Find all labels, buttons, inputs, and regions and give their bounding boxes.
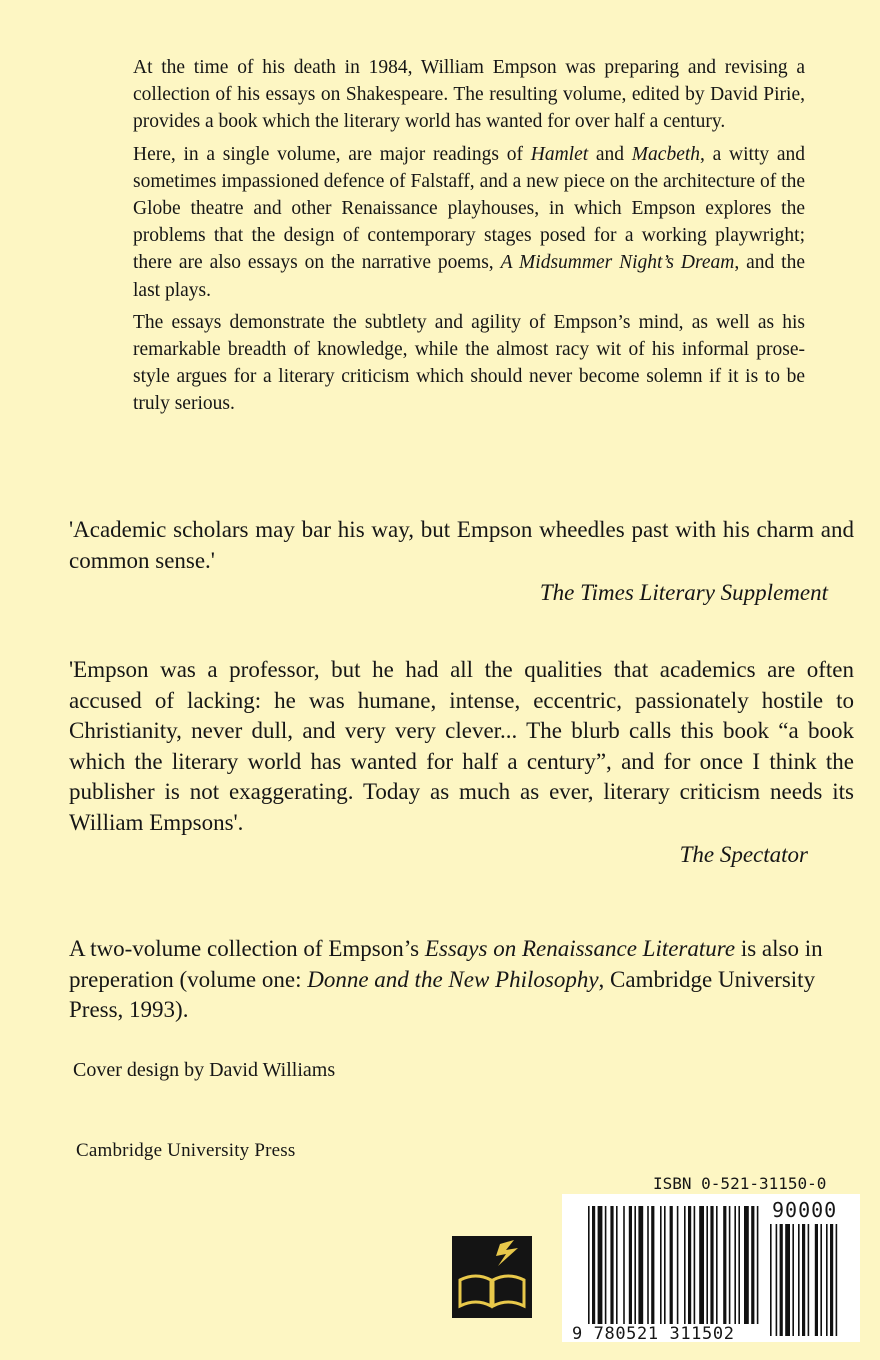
note-text-a: A two-volume collection of Empson’s bbox=[69, 936, 425, 961]
blurb-paragraph-3: The essays demonstrate the subtlety and agility of Empson’s mind, as well as his remarkable breadth of knowledge, while the almost racy wit of his informal prose-style argues for a literary criticism which should never become solemn if it is to be truly serious. bbox=[133, 311, 805, 415]
quote-text: 'Academic scholars may bar his way, but Empson wheedles past with his charm and common sense.' bbox=[69, 517, 854, 573]
blurb-p2-text-b: and bbox=[588, 143, 632, 165]
cup-book-logo-icon bbox=[452, 1236, 532, 1318]
quote-text: 'Empson was a professor, but he had all the qualities that academics are often accused of lacking: he was humane, intense, eccentric, passionately hostile to Christianity, never dull, and very very clever... The blurb calls this book “a book which the literary world has wanted for half a century”, and for once I think the publisher is not exaggerating. Today as much as ever, literary criticism needs its William Empsons'. bbox=[69, 657, 854, 835]
ean-digits: 9 780521 311502 bbox=[572, 1324, 735, 1344]
title-midsummer: A Midsummer Night’s Dream bbox=[500, 252, 735, 274]
publisher-name: Cambridge University Press bbox=[76, 1140, 296, 1161]
blurb-p2-text-c: , a witty and sometimes impassioned defence of Falstaff, and a new piece on the architecture of the Globe theatre and other Renaissance playhouses, in which Empson explores the problems that the design of contemporary stages posed for a working playwright; there are also essays on the narrative poems, bbox=[133, 143, 806, 274]
blurb-p2-text-d: , and the last plays. bbox=[133, 252, 806, 301]
blurb-p2-text-a: Here, in a single volume, are major readings of bbox=[133, 143, 531, 165]
isbn-label: ISBN 0-521-31150-0 bbox=[653, 1174, 827, 1193]
note-title-donne: Donne and the New Philosophy bbox=[307, 966, 599, 992]
quote-source: The Spectator bbox=[679, 842, 808, 867]
note-paragraph bbox=[69, 934, 854, 1026]
review-quote-spectator bbox=[69, 655, 854, 871]
quote-source: The Times Literary Supplement bbox=[539, 580, 828, 605]
blurb-paragraph-1: At the time of his death in 1984, William Empson was preparing and revising a collection of his essays on Shakespeare. The resulting volume, edited by David Pirie, provides a book which the literary world has wanted for over half a century. bbox=[133, 57, 805, 133]
price-code: 90000 bbox=[772, 1198, 838, 1222]
cover-design-credit: Cover design by David Williams bbox=[73, 1059, 336, 1081]
note-text-b: is also in preperation (volume one: bbox=[69, 936, 823, 992]
companion-volume-note bbox=[69, 934, 854, 1026]
note-title-essays: Essays on Renaissance Literature bbox=[424, 936, 736, 961]
title-macbeth: Macbeth bbox=[631, 143, 701, 165]
review-quote-tls bbox=[69, 515, 854, 609]
note-text-c: , Cambridge University Press, 1993). bbox=[69, 966, 816, 1022]
blurb-paragraph-2 bbox=[133, 141, 805, 304]
title-hamlet: Hamlet bbox=[530, 143, 589, 165]
blurb bbox=[133, 54, 805, 423]
